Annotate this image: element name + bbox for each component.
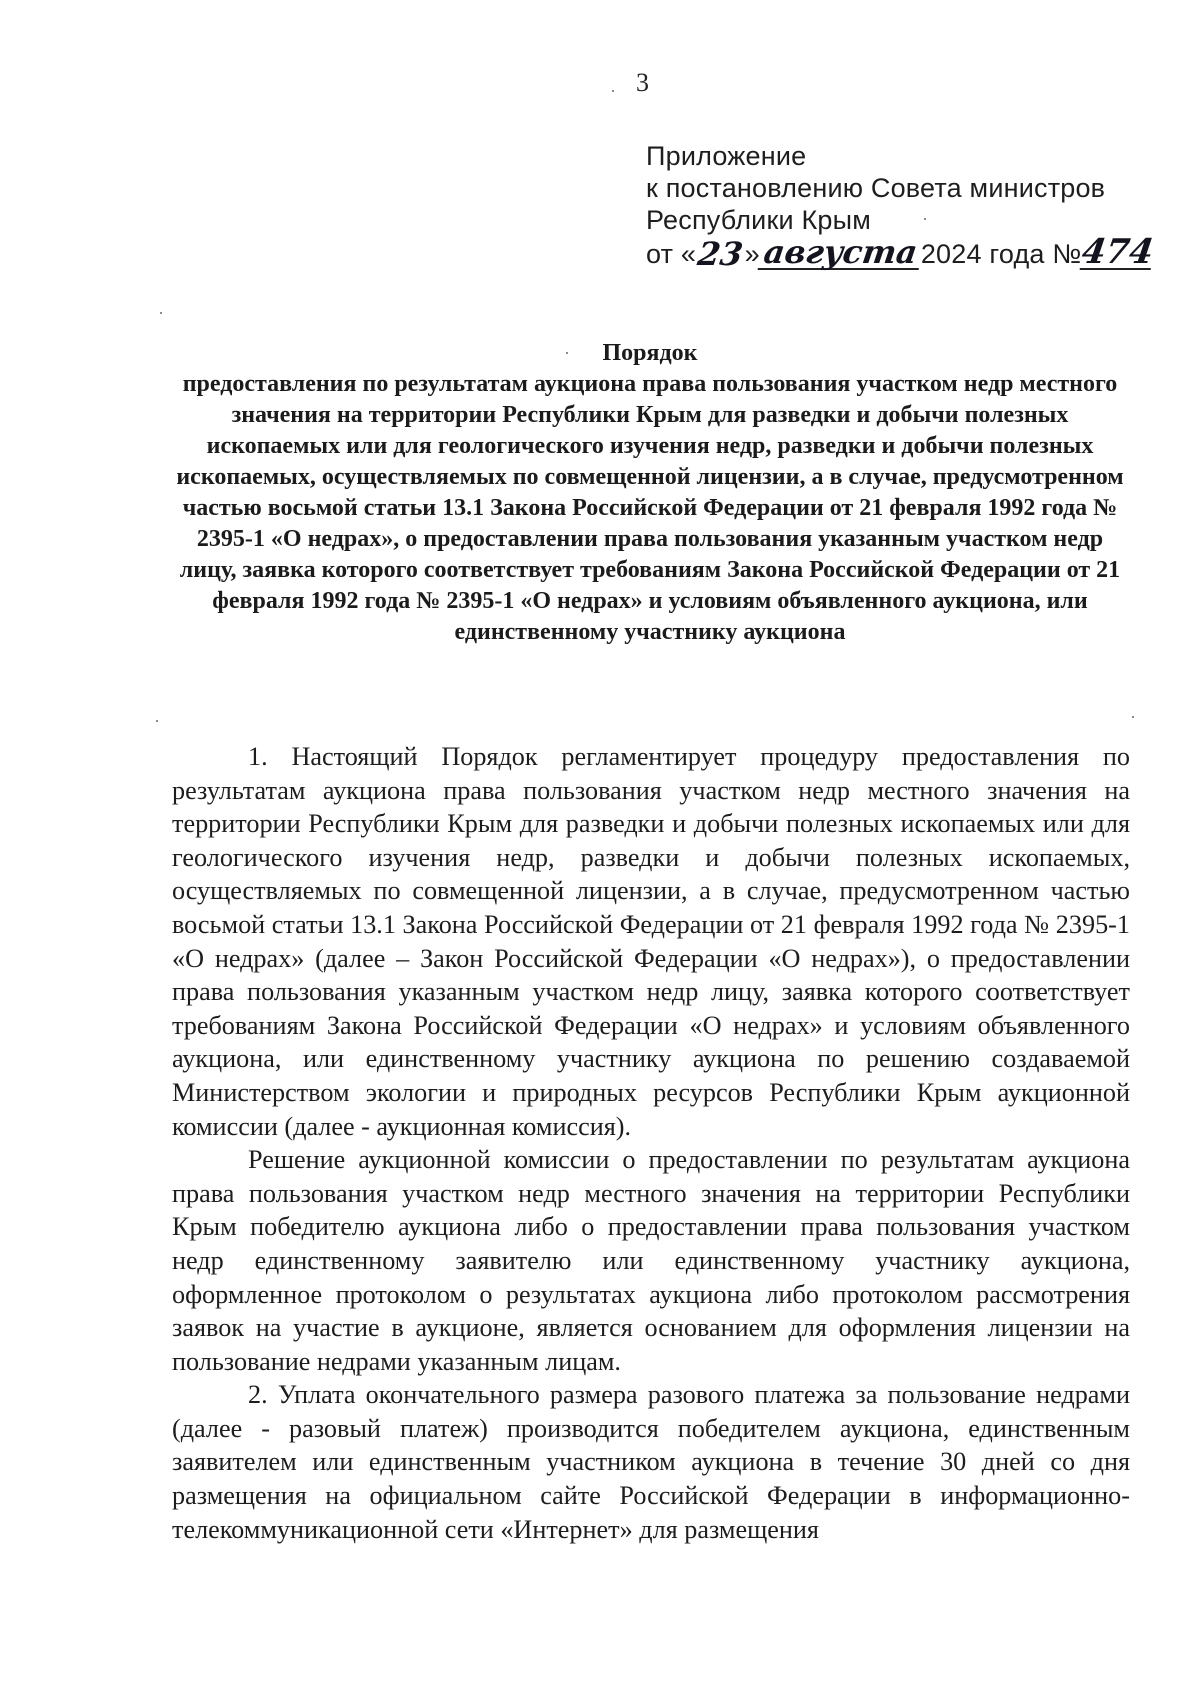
appendix-line-republic: Республики Крым: [646, 205, 871, 235]
appendix-line-decree: к постановлению Совета министров: [646, 173, 1106, 203]
document-title: [170, 338, 1130, 648]
date-quote-close: »: [744, 239, 760, 269]
paragraph-2: Решение аукционной комиссии о предоставлении по результатам аукциона права пользования участком недр местного значения на территории Республики Крым победителю аукциона либо о предоставлении права пользования участком недр единственному заявителю или единственному участнику аукциона, оформленное протоколом о результатах аукциона либо протоколом рассмотрения заявок на участие в аукционе, является основанием для оформления лицензии на пользование недрами указанным лицам.: [172, 1145, 1130, 1376]
paragraph-3: 2. Уплата окончательного размера разового платежа за пользование недрами (далее - разовый платеж) производится победителем аукциона, единственным заявителем или единственным участником аукциона в течение 30 дней со дня размещения на официальном сайте Российской Федерации в информационно-телекоммуникационной сети «Интернет» для размещения: [172, 1380, 1130, 1544]
scan-speck: [156, 720, 158, 722]
page-number: 3: [636, 68, 649, 97]
scan-speck: [160, 312, 162, 314]
date-year: 2024 года №: [920, 239, 1082, 269]
date-month-handwritten: августа: [757, 236, 923, 270]
appendix-date-line: [646, 232, 1156, 273]
document-number-handwritten: 474: [1078, 232, 1156, 272]
date-day-handwritten: 23: [695, 235, 746, 273]
paragraph-1: 1. Настоящий Порядок регламентирует процедуру предоставления по результатам аукциона права пользования участком недр местного значения на территории Республики Крым для разведки и добычи полезных ископаемых или для геологического изучения недр, разведки и добычи полезных ископаемых, осуществляемых по совмещенной лицензии, а в случае, предусмотренном частью восьмой статьи 13.1 Закона Российской Федерации от 21 февраля 1992 года № 2395-1 «О недрах» (далее – Закон Российской Федерации «О недрах»), о предоставлении права пользования указанным участком недр лицу, заявка которого соответствует требованиям Закона Российской Федерации «О недрах» и условиям объявленного аукциона, или единственному участнику аукциона по решению создаваемой Министерством экологии и природных ресурсов Республики Крым аукционной комиссии (далее - аукционная комиссия).: [172, 742, 1130, 1141]
scan-speck: [566, 352, 568, 354]
scan-speck: [924, 218, 926, 220]
date-prefix: от «: [646, 239, 697, 269]
title-subtitle: предоставления по результатам аукциона права пользования участком недр местного значения на территории Республики Крым для разведки и добычи полезных ископаемых или для геологического изучения недр, разведки и добычи полезных ископаемых, осуществляемых по совмещенной лицензии, а в случае, предусмотренном частью восьмой статьи 13.1 Закона Российской Федерации от 21 февраля 1992 года № 2395-1 «О недрах», о предоставлении права пользования указанным участком недр лицу, заявка которого соответствует требованиям Закона Российской Федерации от 21 февраля 1992 года № 2395-1 «О недрах» и условиям объявленного аукциона, или единственному участнику аукциона: [176, 371, 1124, 645]
scan-speck: [612, 90, 614, 92]
document-body: [172, 740, 1130, 1546]
appendix-block: [646, 140, 1156, 273]
appendix-title: Приложение: [646, 141, 807, 171]
title-heading: Порядок: [602, 340, 698, 366]
scan-speck: [1132, 716, 1134, 718]
